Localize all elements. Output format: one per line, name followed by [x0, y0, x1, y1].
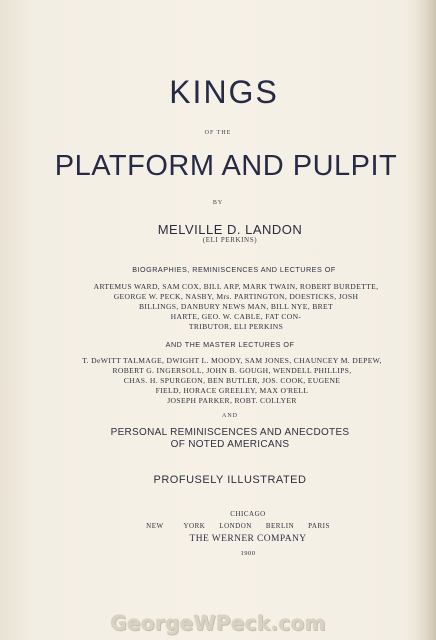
publisher-name: THE WERNER COMPANY	[189, 534, 307, 544]
city-berlin: BERLIN	[265, 522, 295, 530]
author-name: MELVILLE D. LANDON	[157, 222, 303, 237]
biography-names	[0, 282, 436, 332]
publication-year: 1900	[240, 550, 256, 557]
master-lectures-heading: AND THE MASTER LECTURES OF	[165, 340, 295, 349]
of-the-text: OF THE	[204, 130, 232, 136]
biography-names-line: GEORGE W. PECK, NASBY, Mrs. PARTINGTON, DOESTICKS, JOSH	[113, 292, 359, 301]
city-new-york: NEW YORK	[146, 522, 206, 530]
book-title-main: KINGS	[169, 74, 279, 110]
biography-names-line: HARTE, GEO. W. CABLE, FAT CON-	[170, 312, 302, 321]
biography-names-line: ARTEMUS WARD, SAM COX, BILL ARP, MARK TWAIN, ROBERT BURDETTE,	[93, 282, 379, 291]
watermark-text: GeorgeWPeck.com	[110, 611, 326, 635]
master-lecture-names	[0, 356, 436, 406]
biography-names-line: BILLINGS, DANBURY NEWS MAN, BILL NYE, BRET	[138, 302, 334, 311]
biography-names-line: TRIBUTOR, ELI PERKINS	[188, 322, 284, 331]
city-paris: PARIS	[308, 522, 330, 530]
by-text: BY	[212, 200, 224, 206]
publisher-cities	[0, 522, 436, 530]
master-names-line: CHAS. H. SPURGEON, BEN BUTLER, JOS. COOK, EUGENE	[123, 376, 341, 385]
biographies-heading: BIOGRAPHIES, REMINISCENCES AND LECTURES OF	[132, 265, 336, 274]
master-names-line: JOSEPH PARKER, ROBT. COLLYER	[167, 396, 297, 405]
personal-line: PERSONAL REMINISCENCES AND ANECDOTES	[110, 427, 350, 438]
and-text: AND	[222, 413, 238, 419]
profusely-illustrated: PROFUSELY ILLUSTRATED	[153, 474, 307, 486]
master-names-line: FIELD, HORACE GREELEY, MAX O'RELL	[155, 386, 309, 395]
author-alias: (ELI PERKINS)	[202, 236, 258, 244]
publisher-city: CHICAGO	[230, 510, 266, 518]
personal-line: OF NOTED AMERICANS	[170, 439, 290, 450]
city-london: LONDON	[219, 522, 252, 530]
book-title-sub: PLATFORM AND PULPIT	[54, 150, 398, 182]
master-names-line: T. DeWITT TALMAGE, DWIGHT L. MOODY, SAM JONES, CHAUNCEY M. DEPEW,	[82, 356, 382, 365]
personal-reminiscences	[0, 427, 436, 451]
master-names-line: ROBERT G. INGERSOLL, JOHN B. GOUGH, WENDELL PHILLIPS,	[112, 366, 352, 375]
